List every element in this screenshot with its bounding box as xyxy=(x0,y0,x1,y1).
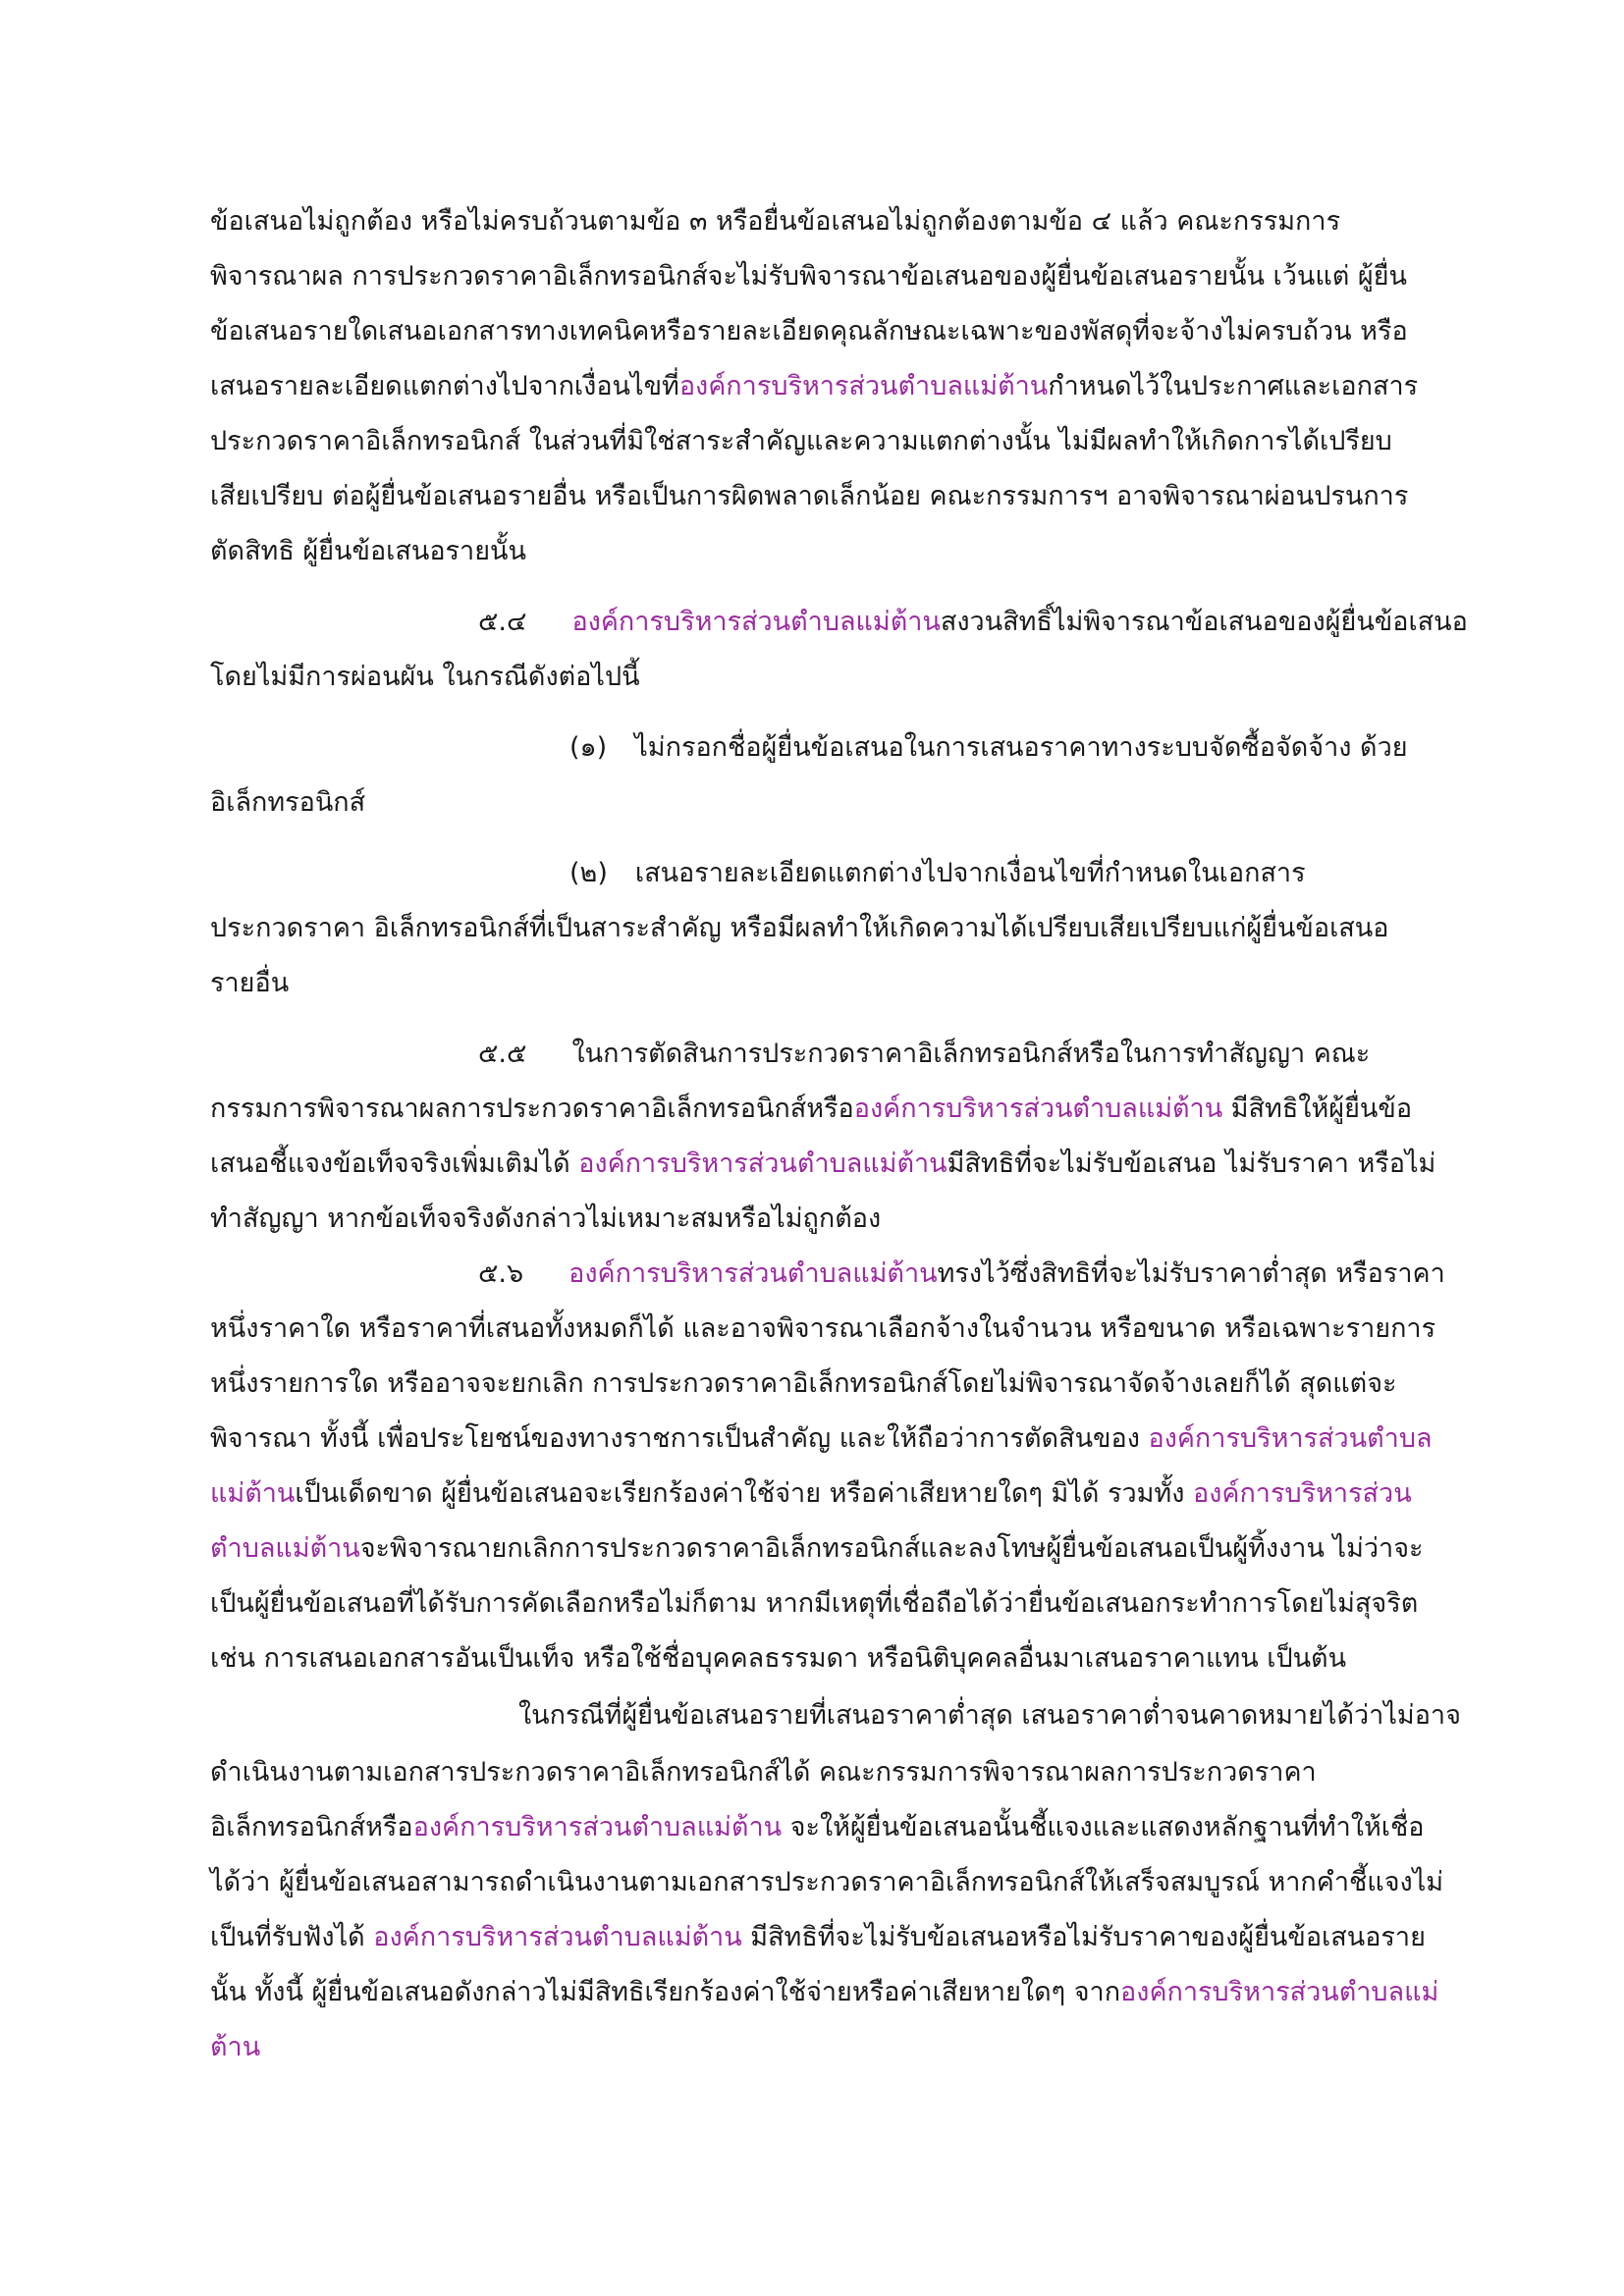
text: มีสิทธิให้ผู้ยื่นข้อ xyxy=(1222,1094,1413,1124)
text: เสนอชี้แจงข้อเท็จจริงเพิ่มเติมได้ xyxy=(210,1148,579,1179)
text: อิเล็กทรอนิกส์ xyxy=(210,787,366,818)
text-line xyxy=(210,1529,1424,1569)
section-5-5-heading xyxy=(478,1035,1370,1074)
text-line xyxy=(518,1696,1461,1735)
text: ทำสัญญา หากข้อเท็จจริงดังกล่าวไม่เหมาะสมหรือไม่ถูกต้อง xyxy=(210,1203,882,1234)
text-line xyxy=(210,1639,1346,1679)
text: เสนอรายละเอียดแตกต่างไปจากเงื่อนไขที่ xyxy=(210,371,679,401)
org-name: ต้าน xyxy=(210,2032,261,2062)
text-line xyxy=(210,1364,1397,1404)
text: กรรมการพิจารณาผลการประกวดราคาอิเล็กทรอนิกส์หรือ xyxy=(210,1094,854,1124)
section-number: ๕.๔ xyxy=(478,607,527,637)
text: เสนอรายละเอียดแตกต่างไปจากเงื่อนไขที่กำหนดในเอกสาร xyxy=(634,858,1306,888)
text: นั้น ทั้งนี้ ผู้ยื่นข้อเสนอดังกล่าวไม่มีสิทธิเรียกร้องค่าใช้จ่ายหรือค่าเสียหายใดๆ จาก xyxy=(210,1977,1121,2007)
text: จะพิจารณายกเลิกการประกวดราคาอิเล็กทรอนิกส์และลงโทษผู้ยื่นข้อเสนอเป็นผู้ทิ้งงาน ไม่ว่าจะ xyxy=(359,1533,1424,1564)
org-name: องค์การบริหารส่วนตำบลแม่ต้าน xyxy=(571,607,941,637)
text: ทรงไว้ซึ่งสิทธิที่จะไม่รับราคาต่ำสุด หรือราคา xyxy=(937,1258,1445,1289)
text: เป็นที่รับฟังได้ xyxy=(210,1922,374,1952)
text-line xyxy=(210,367,1418,406)
text: พิจารณาผล การประกวดราคาอิเล็กทรอนิกส์จะไม่รับพิจารณาข้อเสนอของผู้ยื่นข้อเสนอรายนั้น เว้นแต่ ผู้ยื่น xyxy=(210,261,1407,292)
item-1 xyxy=(569,728,1408,768)
item-number: (๒) xyxy=(569,858,608,888)
org-name: องค์การบริหารส่วนตำบล xyxy=(1148,1423,1433,1454)
text: กำหนดไว้ในประกาศและเอกสาร xyxy=(1048,371,1419,401)
text: ได้ว่า ผู้ยื่นข้อเสนอสามารถดำเนินงานตามเอกสารประกวดราคาอิเล็กทรอนิกส์ให้เสร็จสมบูรณ์ หากคำชี้แจงไม่ xyxy=(210,1867,1444,1897)
text: ไม่กรอกชื่อผู้ยื่นข้อเสนอในการเสนอราคาทางระบบจัดซื้อจัดจ้าง ด้วย xyxy=(634,732,1408,763)
text: หนึ่งรายการใด หรืออาจจะยกเลิก การประกวดราคาอิเล็กทรอนิกส์โดยไม่พิจารณาจัดจ้างเลยก็ได้ สุดแต่จะ xyxy=(210,1368,1397,1399)
text: สงวนสิทธิ์ไม่พิจารณาข้อเสนอของผู้ยื่นข้อเสนอ xyxy=(940,607,1468,637)
text-line xyxy=(210,532,526,571)
section-5-6-heading xyxy=(478,1255,1445,1294)
text: เป็นเด็ดขาด ผู้ยื่นข้อเสนอจะเรียกร้องค่าใช้จ่าย หรือค่าเสียหายใดๆ มิได้ รวมทั้ง xyxy=(295,1478,1193,1509)
text-line xyxy=(210,1474,1412,1514)
text: จะให้ผู้ยื่นข้อเสนอนั้นชี้แจงและแสดงหลักฐานที่ทำให้เชื่อ xyxy=(782,1812,1425,1842)
text: ข้อเสนอไม่ถูกต้อง หรือไม่ครบถ้วนตามข้อ ๓ หรือยื่นข้อเสนอไม่ถูกต้องตามข้อ ๔ แล้ว คณะกรรมการ xyxy=(210,206,1341,237)
section-5-4-heading xyxy=(478,603,1468,642)
text-line xyxy=(210,1753,1317,1792)
text: ในการตัดสินการประกวดราคาอิเล็กทรอนิกส์หรือในการทำสัญญา คณะ xyxy=(571,1039,1371,1069)
text: มีสิทธิที่จะไม่รับข้อเสนอ ไม่รับราคา หรือไม่ xyxy=(947,1148,1436,1179)
text-line xyxy=(210,1200,881,1239)
text-line xyxy=(210,1419,1433,1459)
org-name: องค์การบริหารส่วนตำบลแม่ต้าน xyxy=(412,1812,783,1842)
item-number: (๑) xyxy=(569,732,608,763)
text-line xyxy=(210,312,1408,351)
text: รายอื่น xyxy=(210,968,290,998)
text: ดำเนินงานตามเอกสารประกวดราคาอิเล็กทรอนิกส์ได้ คณะกรรมการพิจารณาผลการประกวดราคา xyxy=(210,1757,1317,1788)
text-line xyxy=(210,2028,260,2067)
item-2 xyxy=(569,854,1306,893)
text-line xyxy=(210,1918,1426,1957)
text: เสียเปรียบ ต่อผู้ยื่นข้อเสนอรายอื่น หรือเป็นการผิดพลาดเล็กน้อย คณะกรรมการฯ อาจพิจารณาผ่อนปรนการ xyxy=(210,481,1409,511)
text-line xyxy=(210,783,365,823)
text: หนึ่งราคาใด หรือราคาที่เสนอทั้งหมดก็ได้ และอาจพิจารณาเลือกจ้างในจำนวน หรือขนาด หรือเฉพาะรายการ xyxy=(210,1313,1436,1344)
section-number: ๕.๖ xyxy=(478,1258,524,1289)
text-line xyxy=(210,1584,1418,1624)
text: ตัดสิทธิ ผู้ยื่นข้อเสนอรายนั้น xyxy=(210,536,526,566)
text: โดยไม่มีการผ่อนผัน ในกรณีดังต่อไปนี้ xyxy=(210,662,640,692)
text-line xyxy=(210,257,1407,296)
org-name: องค์การบริหารส่วนตำบลแม่ต้าน xyxy=(373,1922,742,1952)
text: ประกวดราคาอิเล็กทรอนิกส์ ในส่วนที่มิใช่สาระสำคัญและความแตกต่างนั้น ไม่มีผลทำให้เกิดการได้เปรียบ xyxy=(210,426,1392,456)
text-line xyxy=(210,1090,1412,1129)
org-name: องค์การบริหารส่วนตำบลแม่ xyxy=(1120,1977,1439,2007)
text-line xyxy=(210,1973,1438,2012)
text: ในกรณีที่ผู้ยื่นข้อเสนอรายที่เสนอราคาต่ำสุด เสนอราคาต่ำจนคาดหมายได้ว่าไม่อาจ xyxy=(518,1700,1461,1731)
text: ข้อเสนอรายใดเสนอเอกสารทางเทคนิคหรือรายละเอียดคุณลักษณะเฉพาะของพัสดุที่จะจ้างไม่ครบถ้วน หรือ xyxy=(210,316,1408,347)
section-number: ๕.๕ xyxy=(478,1039,527,1069)
org-name: องค์การบริหารส่วนตำบลแม่ต้าน xyxy=(678,371,1049,401)
org-name: องค์การบริหารส่วนตำบลแม่ต้าน xyxy=(568,1258,938,1289)
org-name: แม่ต้าน xyxy=(210,1478,296,1509)
text: เช่น การเสนอเอกสารอันเป็นเท็จ หรือใช้ชื่อบุคคลธรรมดา หรือนิติบุคคลอื่นมาเสนอราคาแทน เป็นต้น xyxy=(210,1643,1347,1674)
org-name: ตำบลแม่ต้าน xyxy=(210,1533,360,1564)
text-line xyxy=(210,422,1392,461)
text-line xyxy=(210,1808,1425,1847)
text: อิเล็กทรอนิกส์หรือ xyxy=(210,1812,413,1842)
text-line xyxy=(210,477,1408,516)
text: มีสิทธิที่จะไม่รับข้อเสนอหรือไม่รับราคาของผู้ยื่นข้อเสนอราย xyxy=(741,1922,1426,1952)
text-line xyxy=(210,658,640,697)
text-line xyxy=(210,1863,1443,1902)
text: พิจารณา ทั้งนี้ เพื่อประโยชน์ของทางราชการเป็นสำคัญ และให้ถือว่าการตัดสินของ xyxy=(210,1423,1149,1454)
text: เป็นผู้ยื่นข้อเสนอที่ได้รับการคัดเลือกหรือไม่ก็ตาม หากมีเหตุที่เชื่อถือได้ว่ายื่นข้อเสนอกระทำการโดยไม่สุจริต xyxy=(210,1588,1419,1619)
org-name: องค์การบริหารส่วน xyxy=(1192,1478,1412,1509)
text-line xyxy=(210,909,1388,948)
text-line xyxy=(210,202,1340,241)
text-line xyxy=(210,1309,1435,1349)
text: ประกวดราคา อิเล็กทรอนิกส์ที่เป็นสาระสำคัญ หรือมีผลทำให้เกิดความได้เปรียบเสียเปรียบแก่ผู้ยื่นข้อเสนอ xyxy=(210,913,1389,943)
text-line xyxy=(210,1145,1435,1184)
org-name: องค์การบริหารส่วนตำบลแม่ต้าน xyxy=(578,1148,947,1179)
text-line xyxy=(210,964,289,1003)
org-name: องค์การบริหารส่วนตำบลแม่ต้าน xyxy=(853,1094,1223,1124)
